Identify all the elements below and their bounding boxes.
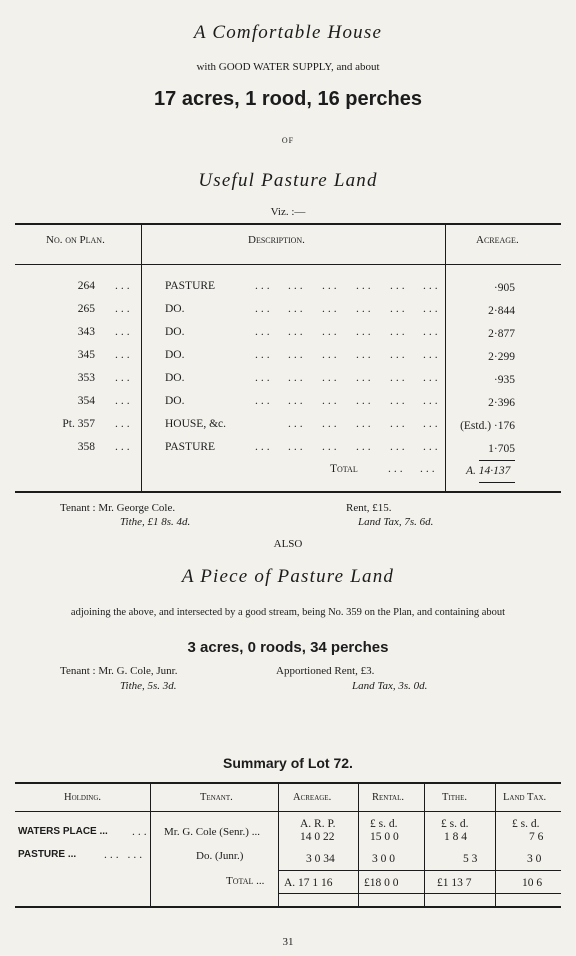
total-value: A. 14·137: [466, 465, 511, 477]
plan-leader-dots: ...: [322, 441, 340, 453]
plan-leader-dots: ...: [390, 395, 408, 407]
plan-leader-dots: ...: [390, 441, 408, 453]
piece-title: A Piece of Pasture Land: [181, 566, 395, 587]
plan-description: DO.: [165, 303, 185, 315]
page-number: 31: [282, 936, 294, 948]
summary-land-tax-1: 7 6: [529, 831, 544, 843]
summary-title: Summary of Lot 72.: [223, 755, 353, 771]
col-divider: [278, 784, 279, 906]
summary-rental-1: 15 0 0: [370, 831, 399, 843]
plan-leader-dots: ...: [255, 441, 273, 453]
summary-holding-1: WATERS PLACE ...: [18, 826, 108, 837]
summary-total-tithe: £1 13 7: [437, 877, 472, 889]
summary-header-rental: Rental.: [372, 792, 405, 803]
plan-no-dots: ...: [115, 372, 133, 384]
plan-leader-dots: ...: [322, 395, 340, 407]
plan-leader-dots: ...: [423, 326, 441, 338]
plan-leader-dots: ...: [322, 280, 340, 292]
plan-leader-dots: ...: [423, 395, 441, 407]
plan-no: 264: [77, 280, 95, 292]
house-title: A Comfortable House: [193, 22, 383, 43]
plan-leader-dots: ...: [255, 280, 273, 292]
plan-acreage: 2·396: [488, 397, 515, 409]
col-divider: [358, 784, 359, 906]
plan-leader-dots: ...: [390, 303, 408, 315]
plan-leader-dots: ...: [390, 349, 408, 361]
plan-leader-dots: ...: [423, 418, 441, 430]
table-bottom-rule: [15, 491, 561, 493]
plan-leader-dots: ...: [390, 280, 408, 292]
total-dots: ...: [388, 463, 406, 475]
also-label: ALSO: [273, 538, 303, 550]
col-divider: [495, 784, 496, 906]
plan-no: 354: [77, 395, 95, 407]
plan-no: Pt. 357: [62, 418, 95, 430]
sum-rule: [479, 460, 515, 461]
plan-leader-dots: ...: [356, 280, 374, 292]
unit-acreage: A. R. P.: [300, 818, 336, 830]
plan-leader-dots: ...: [288, 441, 306, 453]
summary-header-tithe: Tithe.: [442, 792, 467, 803]
plan-leader-dots: ...: [423, 372, 441, 384]
plan-acreage: (Estd.) ·176: [460, 420, 515, 432]
summary-holding-2: PASTURE ...: [18, 849, 77, 860]
tenant-2: Tenant : Mr. G. Cole, Junr.: [60, 665, 178, 677]
summary-rental-2: 3 0 0: [372, 853, 395, 865]
plan-leader-dots: ...: [423, 441, 441, 453]
summary-tenant-2: Do. (Junr.): [196, 850, 244, 862]
plan-leader-dots: ...: [288, 418, 306, 430]
plan-no: 343: [77, 326, 95, 338]
summary-total-land-tax: 10 6: [522, 877, 543, 889]
plan-description: PASTURE: [165, 280, 216, 292]
plan-no-dots: ...: [115, 280, 133, 292]
plan-leader-dots: ...: [288, 372, 306, 384]
plan-leader-dots: ...: [423, 280, 441, 292]
plan-no-dots: ...: [115, 303, 133, 315]
area-heading: 17 acres, 1 rood, 16 perches: [154, 88, 422, 110]
summary-header-rule: [15, 811, 561, 812]
header-description: Description.: [248, 234, 305, 246]
plan-description: DO.: [165, 326, 185, 338]
plan-acreage: 1·705: [488, 443, 515, 455]
plan-leader-dots: ...: [322, 326, 340, 338]
plan-description: HOUSE, &c.: [165, 418, 227, 430]
plan-leader-dots: ...: [356, 418, 374, 430]
plan-leader-dots: ...: [390, 326, 408, 338]
plan-leader-dots: ...: [356, 303, 374, 315]
summary-top-rule: [15, 782, 561, 784]
subtitle: with GOOD WATER SUPPLY, and about: [196, 61, 380, 73]
summary-header-tenant: Tenant.: [200, 792, 233, 803]
total-underline: [479, 482, 515, 483]
summary-bottom-rule: [15, 906, 561, 908]
unit-land-tax: £ s. d.: [512, 818, 540, 830]
plan-leader-dots: ...: [356, 326, 374, 338]
plan-description: PASTURE: [165, 441, 216, 453]
plan-leader-dots: ...: [288, 280, 306, 292]
summary-total-underline: [278, 893, 561, 894]
summary-acreage-2: 3 0 34: [306, 853, 335, 865]
of-label: OF: [281, 136, 295, 145]
header-rule: [15, 264, 561, 265]
plan-leader-dots: ...: [356, 349, 374, 361]
total-dots: ...: [420, 463, 438, 475]
plan-no-dots: ...: [115, 395, 133, 407]
plan-leader-dots: ...: [255, 372, 273, 384]
summary-header-holding: Holding.: [64, 792, 102, 803]
plan-description: DO.: [165, 372, 185, 384]
unit-rental: £ s. d.: [370, 818, 398, 830]
summary-land-tax-2: 3 0: [527, 853, 542, 865]
unit-tithe: £ s. d.: [441, 818, 469, 830]
summary-tithe-1: 1 8 4: [444, 831, 467, 843]
summary-tenant-1: Mr. G. Cole (Senr.) ...: [164, 826, 260, 838]
plan-leader-dots: ...: [322, 372, 340, 384]
summary-total-label: Total ...: [226, 875, 265, 887]
piece-area: 3 acres, 0 roods, 34 perches: [187, 639, 389, 656]
plan-acreage: ·905: [493, 282, 515, 294]
plan-no: 345: [77, 349, 95, 361]
col-divider: [150, 784, 151, 906]
plan-acreage: ·935: [493, 374, 515, 386]
viz-label: Viz. :—: [270, 206, 306, 218]
rent-2: Apportioned Rent, £3.: [276, 665, 375, 677]
col-divider: [424, 784, 425, 906]
plan-leader-dots: ...: [255, 395, 273, 407]
plan-no: 358: [77, 441, 95, 453]
piece-description: adjoining the above, and intersected by a good stream, being No. 359 on the Plan, and containing about: [70, 607, 506, 618]
plan-leader-dots: ...: [288, 326, 306, 338]
land-tax-2: Land Tax, 3s. 0d.: [352, 680, 428, 692]
summary-dots-2: ... ...: [104, 849, 146, 861]
plan-description: DO.: [165, 349, 185, 361]
plan-leader-dots: ...: [356, 372, 374, 384]
plan-leader-dots: ...: [390, 372, 408, 384]
total-label: Total: [330, 463, 358, 475]
plan-no-dots: ...: [115, 418, 133, 430]
plan-leader-dots: ...: [255, 349, 273, 361]
plan-leader-dots: ...: [322, 303, 340, 315]
plan-leader-dots: ...: [390, 418, 408, 430]
plan-leader-dots: ...: [322, 349, 340, 361]
summary-header-land-tax: Land Tax.: [503, 792, 547, 803]
land-title: Useful Pasture Land: [198, 170, 378, 191]
plan-leader-dots: ...: [356, 441, 374, 453]
header-acreage: Acreage.: [476, 234, 519, 246]
tenant-1: Tenant : Mr. George Cole.: [60, 502, 176, 514]
plan-no-dots: ...: [115, 349, 133, 361]
summary-header-acreage: Acreage.: [293, 792, 332, 803]
plan-no: 353: [77, 372, 95, 384]
tithe-1: Tithe, £1 8s. 4d.: [120, 516, 191, 528]
plan-leader-dots: ...: [255, 326, 273, 338]
rent-1: Rent, £15.: [346, 502, 392, 514]
summary-total-acreage: A. 17 1 16: [284, 877, 333, 889]
table-top-rule: [15, 223, 561, 225]
plan-leader-dots: ...: [423, 303, 441, 315]
plan-acreage: 2·299: [488, 351, 515, 363]
plan-leader-dots: ...: [322, 418, 340, 430]
plan-description: DO.: [165, 395, 185, 407]
plan-leader-dots: ...: [288, 395, 306, 407]
land-tax-1: Land Tax, 7s. 6d.: [358, 516, 434, 528]
summary-total-rule: [278, 870, 561, 871]
summary-acreage-1: 14 0 22: [300, 831, 335, 843]
tithe-2: Tithe, 5s. 3d.: [120, 680, 177, 692]
plan-no: 265: [77, 303, 95, 315]
plan-leader-dots: ...: [356, 395, 374, 407]
plan-no-dots: ...: [115, 441, 133, 453]
plan-leader-dots: ...: [255, 303, 273, 315]
plan-acreage: 2·877: [488, 328, 515, 340]
summary-tithe-2: 5 3: [463, 853, 478, 865]
header-no: No. on Plan.: [46, 234, 105, 246]
plan-leader-dots: ...: [288, 303, 306, 315]
summary-total-rental: £18 0 0: [364, 877, 399, 889]
plan-leader-dots: ...: [288, 349, 306, 361]
plan-acreage: 2·844: [488, 305, 515, 317]
summary-dots-1: ...: [132, 826, 150, 838]
plan-leader-dots: ...: [423, 349, 441, 361]
plan-no-dots: ...: [115, 326, 133, 338]
